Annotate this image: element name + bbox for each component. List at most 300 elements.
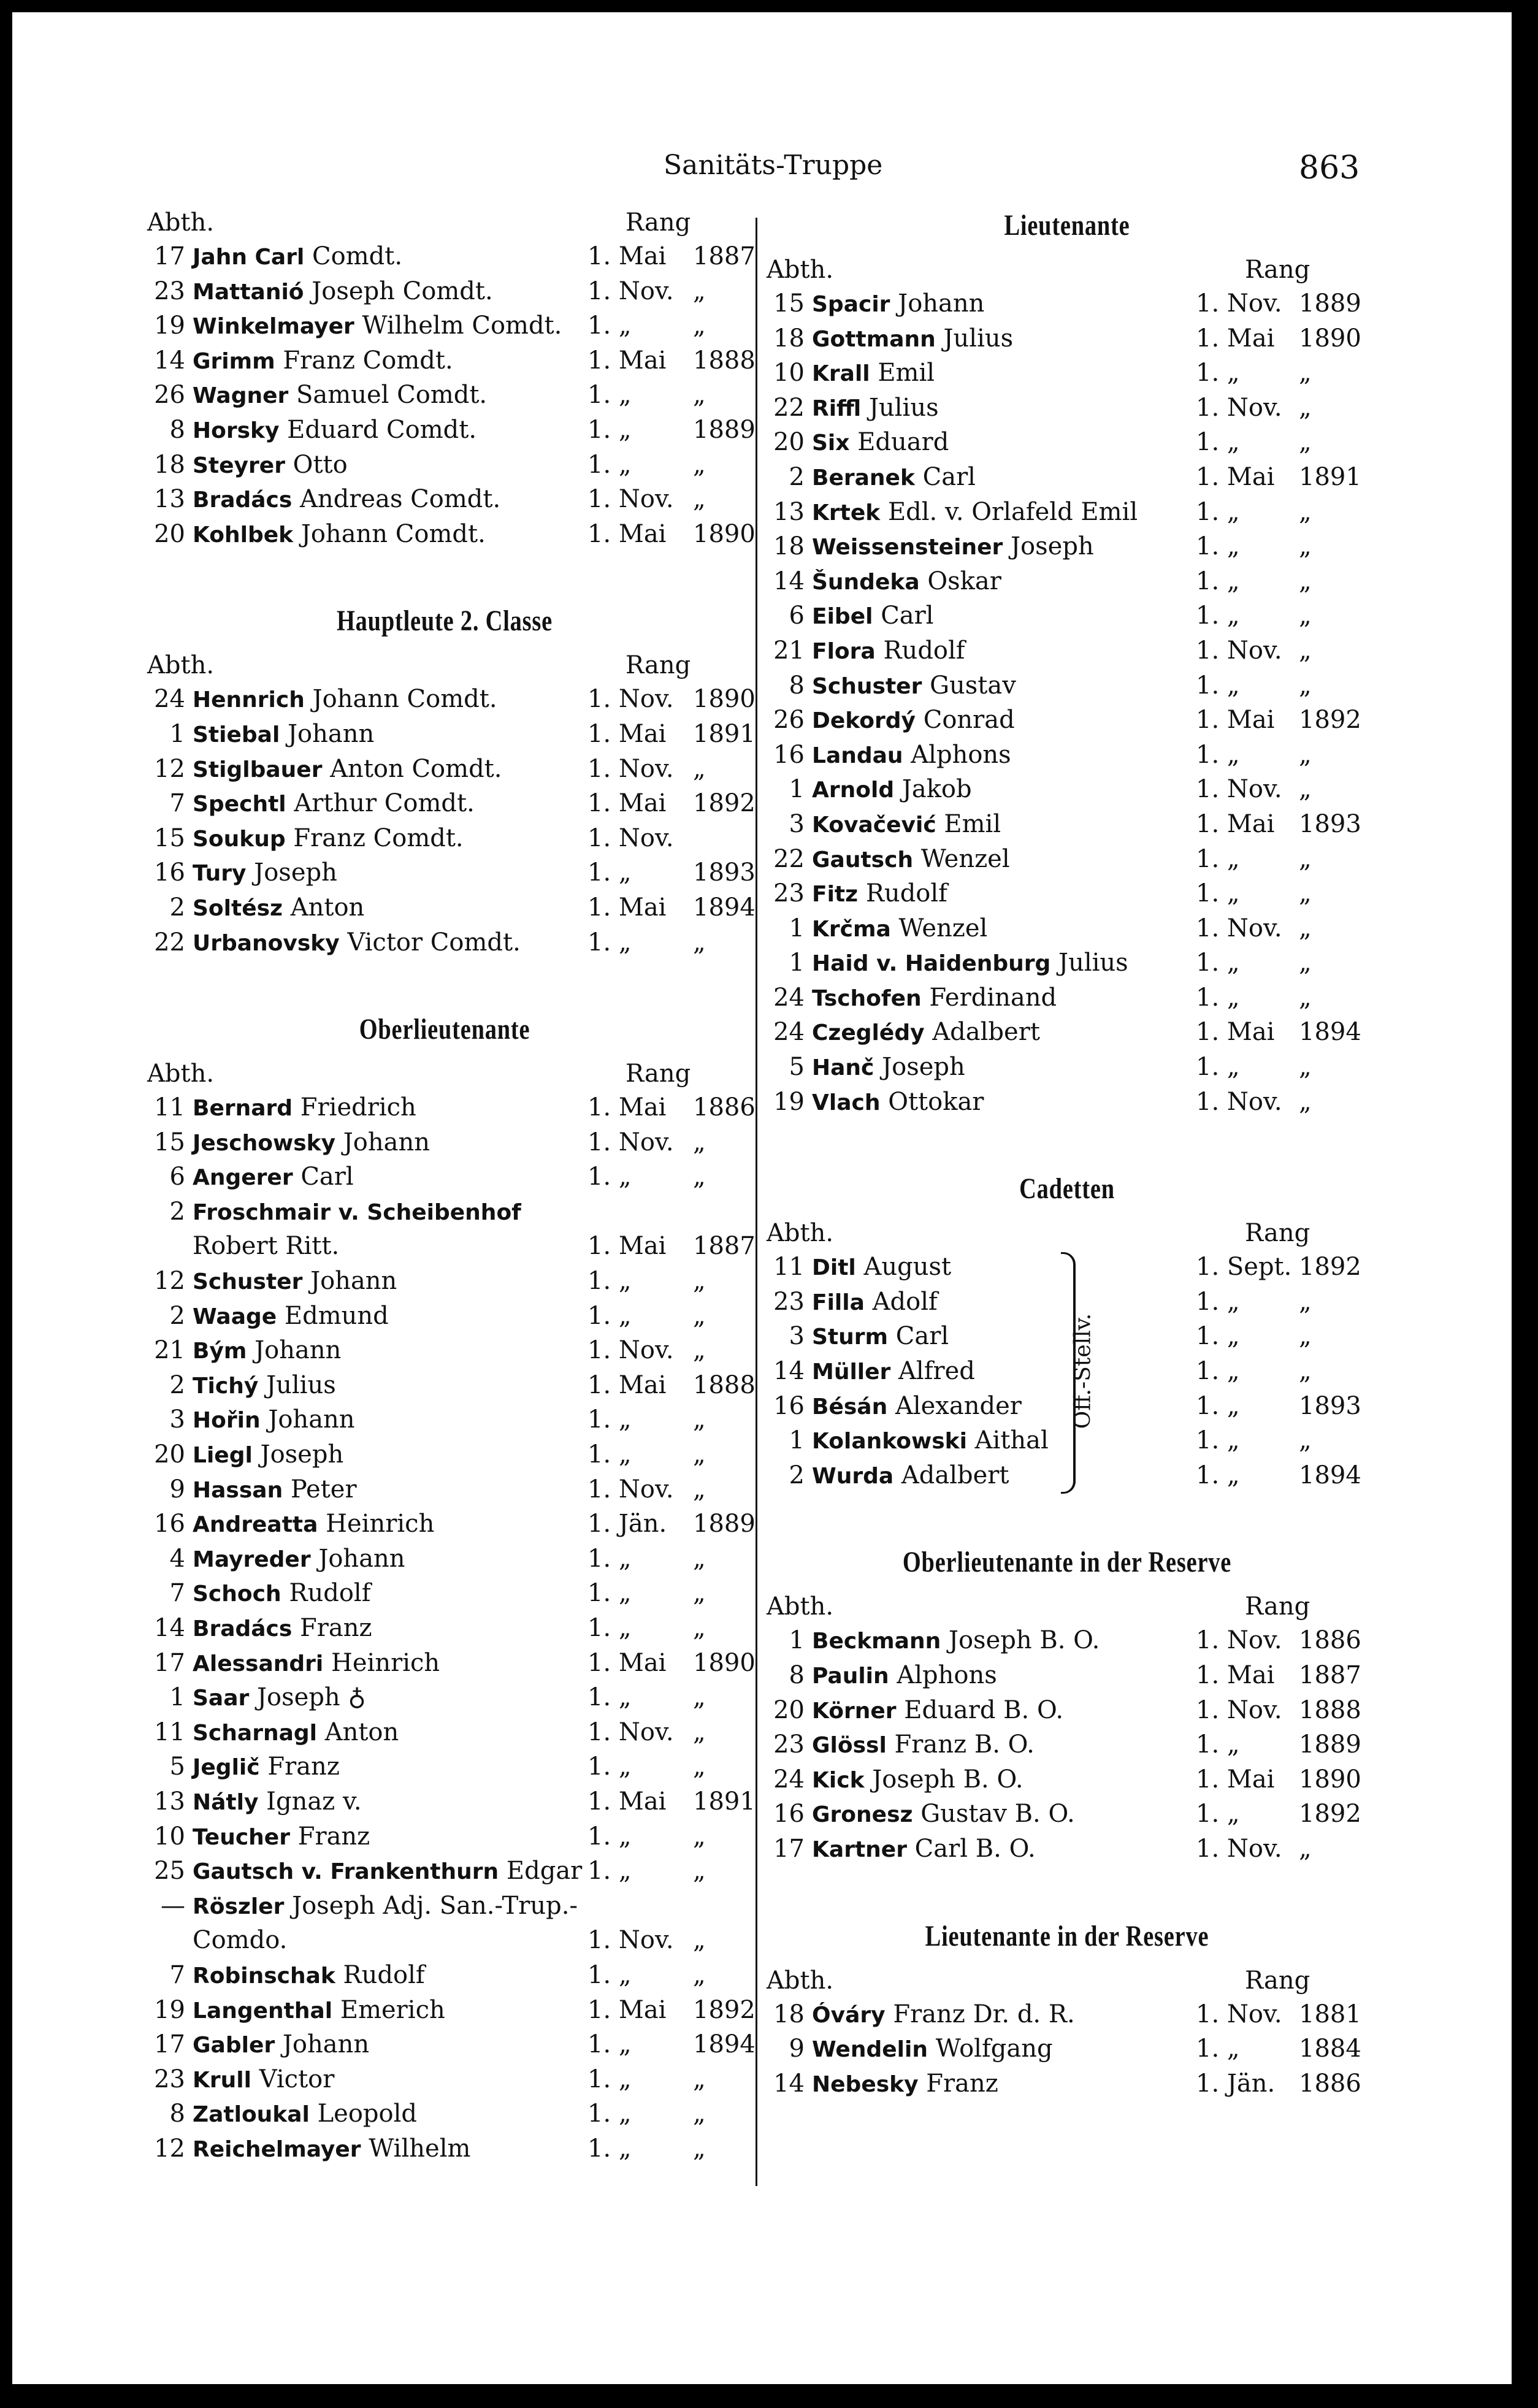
abth-number: 17 bbox=[154, 1648, 185, 1677]
abth-number: 23 bbox=[773, 1730, 805, 1759]
surname: Grimm bbox=[193, 348, 275, 374]
rows-hauptleute bbox=[141, 682, 756, 960]
rank-date: 1. „ bbox=[1196, 1426, 1240, 1455]
officer-name bbox=[812, 1832, 1036, 1868]
rank-date: 1. „ bbox=[1196, 1357, 1240, 1386]
surname: Jahn Carl bbox=[193, 245, 305, 270]
rang-header: Rang bbox=[1245, 1592, 1310, 1621]
abth-number: 5 bbox=[169, 1752, 185, 1781]
given-name-rank: Franz B. O. bbox=[894, 1730, 1035, 1759]
given-name-rank: Franz Comdt. bbox=[293, 824, 464, 852]
surname: Krall bbox=[812, 361, 870, 387]
given-name-rank: Johann bbox=[343, 1128, 430, 1156]
officer-name bbox=[193, 1160, 354, 1196]
officer-name bbox=[193, 517, 486, 553]
roster-row bbox=[141, 1437, 748, 1472]
rank-year: 1886 bbox=[1299, 2069, 1361, 2098]
abth-number: 23 bbox=[773, 879, 805, 908]
given-name-rank: Edmund bbox=[284, 1301, 389, 1330]
rows-ober-reserve bbox=[760, 1623, 1374, 1866]
surname: Teucher bbox=[193, 1824, 290, 1850]
surname: Liegl bbox=[193, 1443, 253, 1469]
given-name-rank: Franz bbox=[267, 1752, 340, 1781]
rank-year: „ bbox=[693, 381, 706, 410]
given-name-rank: Franz bbox=[297, 1822, 370, 1851]
roster-row bbox=[141, 786, 756, 821]
rank-date: 1. „ bbox=[1196, 428, 1240, 457]
rank-date: 1. „ bbox=[1196, 1053, 1240, 1082]
rank-year: 1892 bbox=[1299, 706, 1361, 735]
surname: Froschmair v. Scheibenhof bbox=[193, 1199, 521, 1225]
officer-name bbox=[193, 1507, 434, 1543]
roster-row bbox=[760, 495, 1374, 530]
abth-number: 18 bbox=[773, 532, 805, 561]
rank-year: 1890 bbox=[693, 519, 756, 548]
roster-row bbox=[760, 2032, 1374, 2066]
given-name-rank: Joseph bbox=[882, 1053, 965, 1082]
abth-number: 11 bbox=[154, 1093, 185, 1122]
rank-year: 1887 bbox=[693, 1232, 756, 1261]
rank-year: „ bbox=[1299, 532, 1312, 561]
officer-name bbox=[193, 682, 497, 718]
page-number: 863 bbox=[1299, 150, 1360, 186]
rank-year: 1884 bbox=[1299, 2035, 1361, 2063]
roster-row bbox=[760, 1658, 1374, 1693]
given-name-rank: Alfred bbox=[898, 1357, 975, 1386]
given-name-rank: Comdo. bbox=[193, 1926, 288, 1955]
rank-year: „ bbox=[693, 1614, 706, 1642]
surname: Tichý bbox=[193, 1373, 259, 1399]
abth-number: 14 bbox=[773, 2069, 805, 2098]
rank-date: 1. Nov. bbox=[1196, 775, 1282, 804]
abth-number: 13 bbox=[154, 1787, 185, 1816]
roster-row bbox=[141, 1160, 748, 1194]
surname: Czeglédy bbox=[812, 1020, 925, 1046]
roster-row bbox=[760, 772, 1374, 807]
rang-header: Rang bbox=[1245, 1219, 1310, 1248]
given-name-rank: Jakob bbox=[901, 775, 972, 804]
given-name-rank: Rudolf bbox=[343, 1960, 425, 1989]
rank-date: 1. Nov. bbox=[587, 277, 674, 305]
column-header bbox=[141, 1060, 748, 1090]
roster-row bbox=[760, 876, 1374, 911]
abth-number: 16 bbox=[773, 740, 805, 769]
rank-year: „ bbox=[693, 1267, 706, 1296]
officer-name bbox=[812, 564, 1001, 600]
roster-row bbox=[141, 517, 756, 552]
given-name-rank: Emil bbox=[878, 359, 935, 388]
rank-date: 1. Jän. bbox=[1196, 2069, 1276, 2098]
given-name-rank: Joseph bbox=[254, 858, 337, 887]
roster-row bbox=[141, 1784, 756, 1819]
officer-name bbox=[193, 378, 487, 414]
abth-number: 8 bbox=[789, 1661, 805, 1689]
rang-header: Rang bbox=[1245, 1966, 1310, 1995]
given-name-rank: Anton bbox=[324, 1718, 399, 1746]
rows-oberlieutenante bbox=[141, 1090, 756, 2166]
given-name-rank: Friedrich bbox=[300, 1093, 416, 1122]
officer-name bbox=[812, 529, 1094, 565]
rank-date: 1. Nov. bbox=[587, 1336, 674, 1365]
surname: Gautsch bbox=[812, 847, 914, 873]
rank-year: „ bbox=[693, 277, 706, 305]
officer-name bbox=[193, 2096, 417, 2133]
roster-row bbox=[141, 1507, 756, 1542]
rank-date: 1. Nov. bbox=[587, 1926, 674, 1955]
officer-name bbox=[193, 1125, 430, 1161]
abth-number: 16 bbox=[154, 858, 185, 887]
surname: Weissensteiner bbox=[812, 535, 1003, 560]
officer-name bbox=[193, 1368, 336, 1404]
officer-name bbox=[812, 703, 1015, 739]
officer-name bbox=[193, 1646, 440, 1682]
given-name-rank: Edl. v. Orlafeld Emil bbox=[887, 497, 1138, 526]
surname: Spechtl bbox=[193, 792, 286, 817]
abth-number: 11 bbox=[773, 1253, 805, 1282]
rank-year: 1894 bbox=[1299, 1018, 1361, 1047]
rank-date: 1. „ bbox=[587, 2100, 632, 2128]
rank-year: 1881 bbox=[1299, 2000, 1361, 2028]
surname: Tschofen bbox=[812, 985, 922, 1011]
rank-year: „ bbox=[1299, 497, 1312, 526]
rank-date: 1. „ bbox=[587, 1440, 632, 1469]
roster-row bbox=[760, 1727, 1374, 1762]
rank-year: „ bbox=[693, 312, 706, 340]
officer-name bbox=[193, 1090, 416, 1126]
roster-row bbox=[141, 1264, 748, 1299]
given-name-rank: Joseph Adj. San.-Trup.- bbox=[292, 1891, 578, 1920]
officer-name bbox=[812, 1658, 997, 1694]
officer-name bbox=[193, 1402, 355, 1439]
surname: Bradács bbox=[193, 487, 293, 513]
rank-year: 1891 bbox=[693, 719, 756, 748]
surname: Andreatta bbox=[193, 1512, 318, 1538]
given-name-rank: Johann bbox=[288, 719, 375, 748]
roster-row bbox=[141, 1299, 748, 1334]
surname: Langenthal bbox=[193, 1998, 333, 2024]
abth-number: 20 bbox=[154, 1440, 185, 1469]
roster-row bbox=[760, 1832, 1374, 1867]
given-name-rank: Carl bbox=[922, 462, 976, 491]
roster-row bbox=[760, 980, 1374, 1015]
given-name-rank: Heinrich bbox=[326, 1510, 435, 1538]
abth-number: 18 bbox=[773, 324, 805, 353]
abth-number: 6 bbox=[789, 602, 805, 630]
given-name-rank: Johann bbox=[310, 1267, 397, 1296]
given-name-rank: Heinrich bbox=[331, 1648, 440, 1677]
rank-date: 1. Nov. bbox=[587, 1128, 674, 1156]
section-lieut-reserve bbox=[760, 1919, 1374, 2101]
given-name-rank: Carl bbox=[895, 1322, 949, 1351]
abth-number: 20 bbox=[773, 428, 805, 457]
abth-number: 7 bbox=[169, 789, 185, 818]
officer-name bbox=[812, 946, 1128, 982]
column-divider bbox=[756, 218, 757, 2186]
officer-name bbox=[193, 413, 476, 449]
rank-year: „ bbox=[693, 928, 706, 957]
surname: Bernard bbox=[193, 1096, 293, 1122]
given-name-rank: Franz Dr. d. R. bbox=[893, 2000, 1075, 2028]
surname: Waage bbox=[193, 1304, 277, 1329]
rank-date: 1. „ bbox=[1196, 844, 1240, 873]
abth-number: 14 bbox=[154, 346, 185, 375]
abth-number: 2 bbox=[169, 1301, 185, 1330]
abth-number: 12 bbox=[154, 754, 185, 783]
rank-date: 1. „ bbox=[1196, 740, 1240, 769]
given-name-rank: Johann Comdt. bbox=[312, 685, 497, 714]
roster-row bbox=[760, 807, 1374, 842]
officer-name bbox=[193, 1854, 582, 1890]
abth-number: 18 bbox=[773, 2000, 805, 2028]
surname: Kovačević bbox=[812, 812, 936, 838]
given-name-rank: Joseph Comdt. bbox=[312, 277, 493, 305]
column-header bbox=[141, 651, 748, 682]
given-name-rank: Leopold bbox=[317, 2100, 418, 2128]
abth-number: 17 bbox=[154, 2030, 185, 2059]
rank-year: 1889 bbox=[693, 1510, 756, 1538]
officer-name bbox=[812, 911, 987, 947]
rank-date: 1. Nov. bbox=[1196, 1626, 1282, 1655]
officer-name bbox=[812, 1458, 1009, 1494]
officer-name bbox=[812, 1015, 1040, 1051]
rank-date: 1. „ bbox=[587, 2134, 632, 2163]
abth-number: 7 bbox=[169, 1579, 185, 1608]
roster-row bbox=[141, 1749, 748, 1784]
given-name-rank: Gustav B. O. bbox=[920, 1800, 1075, 1829]
officer-name bbox=[193, 2131, 470, 2168]
roster-row bbox=[760, 1997, 1374, 2032]
surname: Bým bbox=[193, 1339, 247, 1364]
roster-row bbox=[760, 460, 1374, 495]
roster-row bbox=[141, 717, 756, 752]
given-name-rank: Eduard B. O. bbox=[904, 1695, 1064, 1724]
rank-date: 1. „ bbox=[587, 312, 632, 340]
roster-row bbox=[141, 1819, 748, 1854]
abth-number: 8 bbox=[789, 671, 805, 700]
given-name-rank: Adolf bbox=[872, 1287, 938, 1316]
rank-date: 1. „ bbox=[1196, 1730, 1240, 1759]
rank-date: 1. „ bbox=[1196, 532, 1240, 561]
officer-name bbox=[193, 752, 502, 788]
officer-name bbox=[812, 286, 984, 323]
abth-number: 14 bbox=[154, 1614, 185, 1642]
rang-header: Rang bbox=[626, 651, 691, 680]
officer-name bbox=[812, 1085, 984, 1121]
surname: Alessandri bbox=[193, 1651, 324, 1676]
surname: Stiebal bbox=[193, 722, 280, 747]
surname: Wurda bbox=[812, 1463, 894, 1489]
abth-number: 16 bbox=[773, 1391, 805, 1420]
abth-number: 25 bbox=[154, 1857, 185, 1886]
given-name-rank: Adalbert bbox=[932, 1018, 1040, 1047]
rows-lieut-reserve bbox=[760, 1997, 1374, 2101]
roster-row bbox=[141, 1542, 748, 1577]
officer-name bbox=[193, 1889, 578, 1925]
rank-year: 1886 bbox=[693, 1093, 756, 1122]
officer-name bbox=[812, 1797, 1075, 1833]
surname: Bradács bbox=[193, 1616, 293, 1642]
rank-year: 1886 bbox=[1299, 1626, 1361, 1655]
abth-number: 14 bbox=[773, 1357, 805, 1386]
rank-date: 1. „ bbox=[587, 1544, 632, 1573]
abth-header: Abth. bbox=[147, 208, 215, 237]
officer-name bbox=[193, 1611, 372, 1647]
rank-date: 1. Nov. bbox=[587, 1475, 674, 1504]
surname: Haid v. Haidenburg bbox=[812, 951, 1051, 977]
abth-number: 26 bbox=[154, 381, 185, 410]
surname: Hořin bbox=[193, 1408, 261, 1434]
officer-name bbox=[812, 1997, 1075, 2033]
abth-number: 23 bbox=[154, 2065, 185, 2093]
officer-name bbox=[193, 1749, 340, 1786]
rank-date: 1. Mai bbox=[1196, 1661, 1275, 1689]
given-name-rank: Eduard bbox=[857, 428, 949, 457]
abth-number: 3 bbox=[789, 809, 805, 838]
rank-date: 1. „ bbox=[587, 1857, 632, 1886]
section-title-ober-reserve: Oberlieutenante in der Reserve bbox=[902, 1546, 1232, 1579]
roster-row bbox=[760, 946, 1374, 980]
roster-row bbox=[141, 2027, 756, 2062]
rank-date: 1. „ bbox=[1196, 949, 1240, 977]
officer-name bbox=[193, 1680, 366, 1716]
roster-row bbox=[141, 1333, 748, 1368]
given-name-rank: Julius bbox=[868, 393, 939, 422]
abth-number: 1 bbox=[789, 775, 805, 804]
abth-number: 15 bbox=[154, 1128, 185, 1156]
roster-row bbox=[141, 1194, 748, 1229]
given-name-rank: Emil bbox=[944, 809, 1001, 838]
surname: Horsky bbox=[193, 418, 280, 443]
roster-row bbox=[141, 308, 748, 343]
rank-year: „ bbox=[1299, 914, 1312, 942]
surname: Urbanovsky bbox=[193, 930, 340, 956]
section-lieutenante bbox=[760, 208, 1374, 1119]
officer-name bbox=[812, 1354, 975, 1390]
rank-date: 1. „ bbox=[587, 1405, 632, 1434]
rank-date: 1. „ bbox=[587, 1163, 632, 1191]
rank-year: „ bbox=[1299, 1053, 1312, 1082]
roster-row bbox=[141, 1090, 756, 1125]
rank-year: „ bbox=[1299, 1834, 1312, 1863]
rank-year: „ bbox=[693, 1857, 706, 1886]
rank-year: „ bbox=[693, 1579, 706, 1608]
roster-row bbox=[760, 391, 1374, 426]
abth-number: 1 bbox=[169, 1683, 185, 1712]
surname: Ditl bbox=[812, 1255, 856, 1281]
given-name-rank: Arthur Comdt. bbox=[294, 789, 475, 818]
rank-date: 1. Mai bbox=[1196, 1765, 1275, 1794]
rank-year: 1891 bbox=[1299, 462, 1361, 491]
abth-number: 14 bbox=[773, 567, 805, 595]
officer-name bbox=[193, 1715, 399, 1751]
roster-row bbox=[141, 890, 756, 925]
officer-name bbox=[812, 842, 1010, 878]
officer-name bbox=[812, 2066, 998, 2103]
rank-date: 1. „ bbox=[587, 1614, 632, 1642]
abth-number: 24 bbox=[154, 685, 185, 714]
surname: Arnold bbox=[812, 778, 895, 803]
rank-year: „ bbox=[1299, 844, 1312, 873]
rank-year: „ bbox=[693, 2134, 706, 2163]
rank-date: 1. Mai bbox=[587, 346, 667, 375]
abth-number: 20 bbox=[773, 1695, 805, 1724]
running-title: Sanitäts-Truppe bbox=[664, 150, 883, 181]
officer-name bbox=[812, 1285, 938, 1321]
roster-row bbox=[760, 738, 1374, 773]
officer-name bbox=[193, 1542, 405, 1578]
roster-row bbox=[760, 1762, 1374, 1797]
roster-row bbox=[141, 343, 756, 378]
given-name-rank: Carl bbox=[881, 602, 934, 630]
surname: Röszler bbox=[193, 1894, 285, 1919]
roster-row bbox=[760, 1623, 1374, 1658]
surname: Óváry bbox=[812, 2002, 886, 2028]
abth-number: 18 bbox=[154, 450, 185, 479]
abth-number: 9 bbox=[169, 1475, 185, 1504]
rank-year: „ bbox=[1299, 1287, 1312, 1316]
abth-number: 16 bbox=[154, 1510, 185, 1538]
given-name-rank: Emerich bbox=[340, 1995, 445, 2024]
rank-date: 1. Mai bbox=[587, 1648, 667, 1677]
roster-row bbox=[141, 1680, 748, 1715]
officer-name bbox=[193, 1229, 339, 1265]
abth-number: 1 bbox=[789, 1626, 805, 1655]
rank-date: 1. „ bbox=[1196, 359, 1240, 388]
rank-date: 1. Mai bbox=[1196, 809, 1275, 838]
given-name-rank: Alphons bbox=[911, 740, 1011, 769]
surname: Six bbox=[812, 430, 850, 456]
abth-number: — bbox=[161, 1891, 185, 1920]
abth-header: Abth. bbox=[767, 256, 834, 284]
rank-date: 1. Nov. bbox=[1196, 1695, 1282, 1724]
surname: Kohlbek bbox=[193, 522, 294, 548]
given-name-rank: Johann bbox=[282, 2030, 370, 2059]
given-name-rank: Wolfgang bbox=[935, 2035, 1053, 2063]
abth-number: 10 bbox=[154, 1822, 185, 1851]
rank-date: 1. „ bbox=[1196, 1461, 1240, 1489]
off-stellv-label: Off.-Stellv. bbox=[1070, 1313, 1096, 1429]
rank-year: 1887 bbox=[693, 242, 756, 270]
off-stellv-bracket bbox=[1061, 1252, 1098, 1490]
rank-date: 1. „ bbox=[1196, 1322, 1240, 1351]
officer-name bbox=[812, 598, 934, 635]
roster-row bbox=[141, 1993, 756, 2028]
rank-year: „ bbox=[693, 1822, 706, 1851]
given-name-rank: Andreas Comdt. bbox=[300, 485, 501, 514]
roster-row bbox=[141, 1472, 748, 1507]
abth-number: 8 bbox=[169, 415, 185, 444]
roster-row bbox=[141, 1368, 756, 1403]
rank-date: 1. „ bbox=[1196, 567, 1240, 595]
abth-number: 10 bbox=[773, 359, 805, 388]
abth-number: 23 bbox=[154, 277, 185, 305]
abth-number: 2 bbox=[169, 1197, 185, 1226]
given-name-rank: Peter bbox=[290, 1475, 357, 1504]
surname: Kartner bbox=[812, 1837, 907, 1862]
roster-row bbox=[760, 425, 1374, 460]
section-hauptleute bbox=[141, 604, 756, 960]
abth-number: 2 bbox=[169, 1370, 185, 1399]
roster-row bbox=[141, 2096, 748, 2131]
roster-row bbox=[141, 1715, 748, 1750]
rank-date: 1. „ bbox=[1196, 671, 1240, 700]
surname: Gabler bbox=[193, 2033, 275, 2058]
given-name-rank: Wenzel bbox=[920, 844, 1010, 873]
column-header bbox=[141, 208, 748, 239]
abth-number: 13 bbox=[773, 497, 805, 526]
abth-number: 22 bbox=[773, 844, 805, 873]
rang-header: Rang bbox=[1245, 256, 1310, 284]
